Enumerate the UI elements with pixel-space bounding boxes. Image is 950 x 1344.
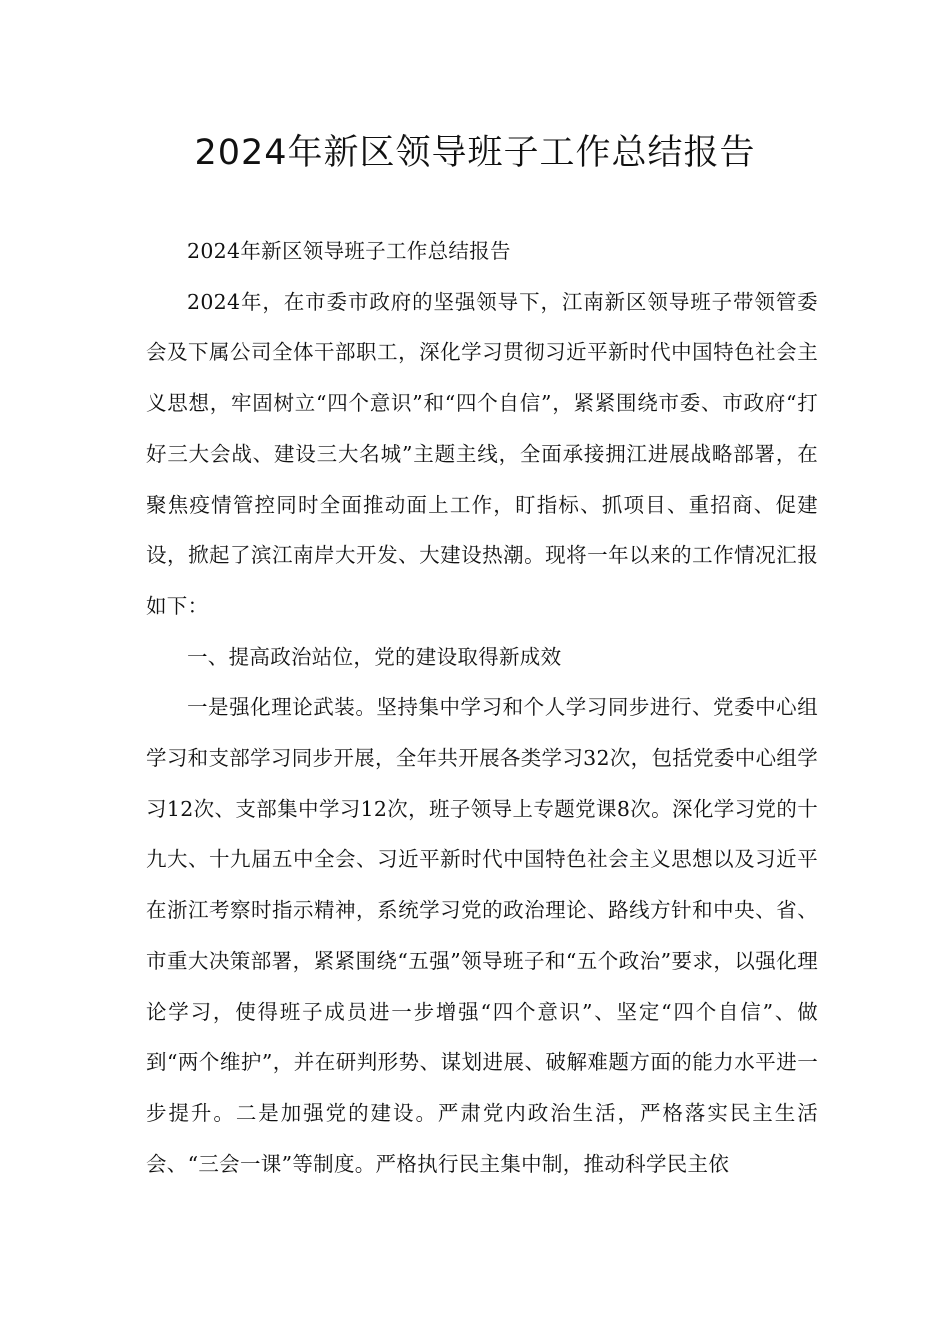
section-heading-1: 一、提高政治站位，党的建设取得新成效: [187, 644, 562, 669]
document-title: 2024年新区领导班子工作总结报告: [194, 133, 756, 173]
document-body: [146, 226, 818, 1189]
body-paragraph-intro: 2024年，在市委市政府的坚强领导下，江南新区领导班子带领管委会及下属公司全体干部职工，深化学习贯彻习近平新时代中国特色社会主义思想，牢固树立“四个意识”和“四个自信”，紧紧围绕市委、市政府“打好三大会战、建设三大名城”主题主线，全面承接拥江进展战略部署，在聚焦疫情管控同时全面推动面上工作，盯指标、抓项目、重招商、促建设，掀起了滨江南岸大开发、大建设热潮。现将一年以来的工作情况汇报如下：: [146, 289, 818, 618]
body-paragraph-subtitle: 2024年新区领导班子工作总结报告: [187, 239, 511, 263]
body-paragraph-section-1: 一是强化理论武装。坚持集中学习和个人学习同步进行、党委中心组学习和支部学习同步开展，全年共开展各类学习32次，包括党委中心组学习12次、支部集中学习12次，班子领导上专题党课8次。深化学习党的十九大、十九届五中全会、习近平新时代中国特色社会主义思想以及习近平在浙江考察时指示精神，系统学习党的政治理论、路线方针和中央、省、市重大决策部署，紧紧围绕“五强”领导班子和“五个政治”要求，以强化理论学习，使得班子成员进一步增强“四个意识”、坚定“四个自信”、做到“两个维护”，并在研判形势、谋划进展、破解难题方面的能力水平进一步提升。二是加强党的建设。严肃党内政治生活，严格落实民主生活会、“三会一课”等制度。严格执行民主集中制，推动科学民主依: [146, 695, 818, 1176]
